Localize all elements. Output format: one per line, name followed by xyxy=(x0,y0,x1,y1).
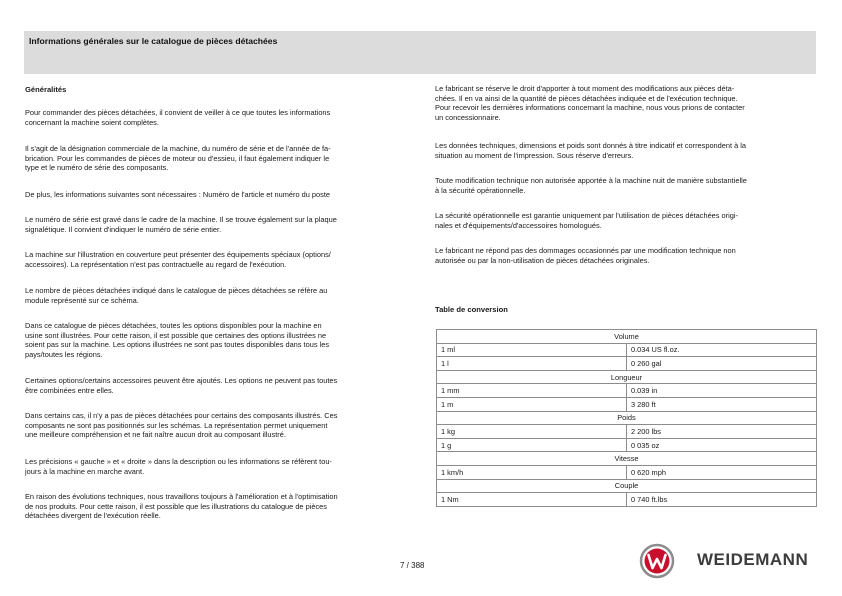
table-cell: 2 200 lbs xyxy=(627,425,817,439)
table-group-header: Longueur xyxy=(437,370,817,384)
conversion-table xyxy=(436,329,817,507)
section-heading-generalites: Généralités xyxy=(25,85,67,94)
table-cell: 1 mm xyxy=(437,384,627,398)
table-cell: 0 035 oz xyxy=(627,438,817,452)
page-number: 7 / 388 xyxy=(400,561,425,570)
table-group-header: Vitesse xyxy=(437,452,817,466)
paragraph: En raison des évolutions techniques, nous travaillons toujours à l'amélioration et à l'optimisation de nos produits. Pour cette raison, il est possible que les illustrations du catalogue de pièces détachées divergent de l'exécution réelle. xyxy=(25,492,338,520)
table-row xyxy=(437,438,817,452)
paragraph: Il s'agit de la désignation commerciale de la machine, du numéro de série et de l'année de fa- brication. Pour les commandes de pièces de moteur ou d'essieu, il faut également indiquer le type et le numéro de série des composants. xyxy=(25,144,331,172)
table-cell: 0.039 in xyxy=(627,384,817,398)
page-title: Informations générales sur le catalogue de pièces détachées xyxy=(29,36,278,46)
table-row xyxy=(437,343,817,357)
table-cell: 1 m xyxy=(437,397,627,411)
table-row xyxy=(437,384,817,398)
paragraph: Pour commander des pièces détachées, il convient de veiller à ce que toutes les informations concernant la machine soient complètes. xyxy=(25,108,331,127)
paragraph: Le fabricant ne répond pas des dommages occasionnés par une modification technique non autorisée ou par la non-utilisation de pièces détachées originales. xyxy=(435,246,736,265)
table-cell: 0 740 ft.lbs xyxy=(627,493,817,507)
paragraph: Le numéro de série est gravé dans le cadre de la machine. Il se trouve également sur la plaque signalétique. Il convient d'indiquer le numéro de série entier. xyxy=(25,215,337,234)
table-row xyxy=(437,357,817,371)
table-cell: 1 l xyxy=(437,357,627,371)
table-cell: 0.034 US fl.oz. xyxy=(627,343,817,357)
table-group-header: Volume xyxy=(437,330,817,344)
paragraph: La machine sur l'illustration en couverture peut présenter des équipements spéciaux (options/ accessoires). La représentation n'est pas contractuelle au regard de l'exécution. xyxy=(25,250,331,269)
table-group-header: Poids xyxy=(437,411,817,425)
paragraph: La sécurité opérationnelle est garantie uniquement par l'utilisation de pièces détachées origi- nales et d'équipements/d'accessoires homologués. xyxy=(435,211,738,230)
table-cell: 0 260 gal xyxy=(627,357,817,371)
table-row xyxy=(437,465,817,479)
table-cell: 1 g xyxy=(437,438,627,452)
table-cell: 1 ml xyxy=(437,343,627,357)
weidemann-logo xyxy=(639,543,819,579)
paragraph: Dans certains cas, il n'y a pas de pièces détachées pour certains des composants illustrés. Ces composants ne sont pas positionnés sur les schémas. La représentation permet uniquement une meilleure compréhension et ne fait naître aucun droit au composant illustré. xyxy=(25,411,338,439)
table-row xyxy=(437,425,817,439)
paragraph: Le fabricant se réserve le droit d'apporter à tout moment des modifications aux pièces déta- chées. Il en va ainsi de la quantité de pièces détachées indiquée et de l'exécution technique. Pour recevoir les dernières informations concernant la machine, nous vous prions de contacter un concessionnaire. xyxy=(435,84,745,122)
paragraph: Dans ce catalogue de pièces détachées, toutes les options disponibles pour la machine en usine sont illustrées. Pour cette raison, il est possible que certaines des options illustrées ne soient pas sur la machine. Les options illustrées ne sont pas toutes disponibles dans tous les pays/toutes les régions. xyxy=(25,321,330,359)
table-group-header: Couple xyxy=(437,479,817,493)
header-bar xyxy=(24,31,816,74)
table-cell: 1 kg xyxy=(437,425,627,439)
brand-name: WEIDEMANN xyxy=(697,550,809,569)
paragraph: Certaines options/certains accessoires peuvent être ajoutés. Les options ne peuvent pas toutes être combinées entre elles. xyxy=(25,376,338,395)
conversion-table-title: Table de conversion xyxy=(435,305,508,314)
weidemann-logo-icon xyxy=(639,543,679,579)
table-cell: 3 280 ft xyxy=(627,397,817,411)
paragraph: Les données techniques, dimensions et poids sont donnés à titre indicatif et correspondent à la situation au moment de l'impression. Sous réserve d'erreurs. xyxy=(435,141,747,160)
paragraph: Toute modification technique non autorisée apportée à la machine nuit de manière substantielle à la sécurité opérationnelle. xyxy=(435,176,747,195)
table-row xyxy=(437,397,817,411)
table-cell: 1 Nm xyxy=(437,493,627,507)
table-row xyxy=(437,493,817,507)
paragraph: Les précisions « gauche » et « droite » dans la description ou les informations se réfèrent tou- jours à la machine en marche avant. xyxy=(25,457,332,476)
paragraph: De plus, les informations suivantes sont nécessaires : Numéro de l'article et numéro du poste xyxy=(25,190,330,199)
table-cell: 1 km/h xyxy=(437,465,627,479)
table-cell: 0 620 mph xyxy=(627,465,817,479)
paragraph: Le nombre de pièces détachées indiqué dans le catalogue de pièces détachées se réfère au module représenté sur ce schéma. xyxy=(25,286,328,305)
